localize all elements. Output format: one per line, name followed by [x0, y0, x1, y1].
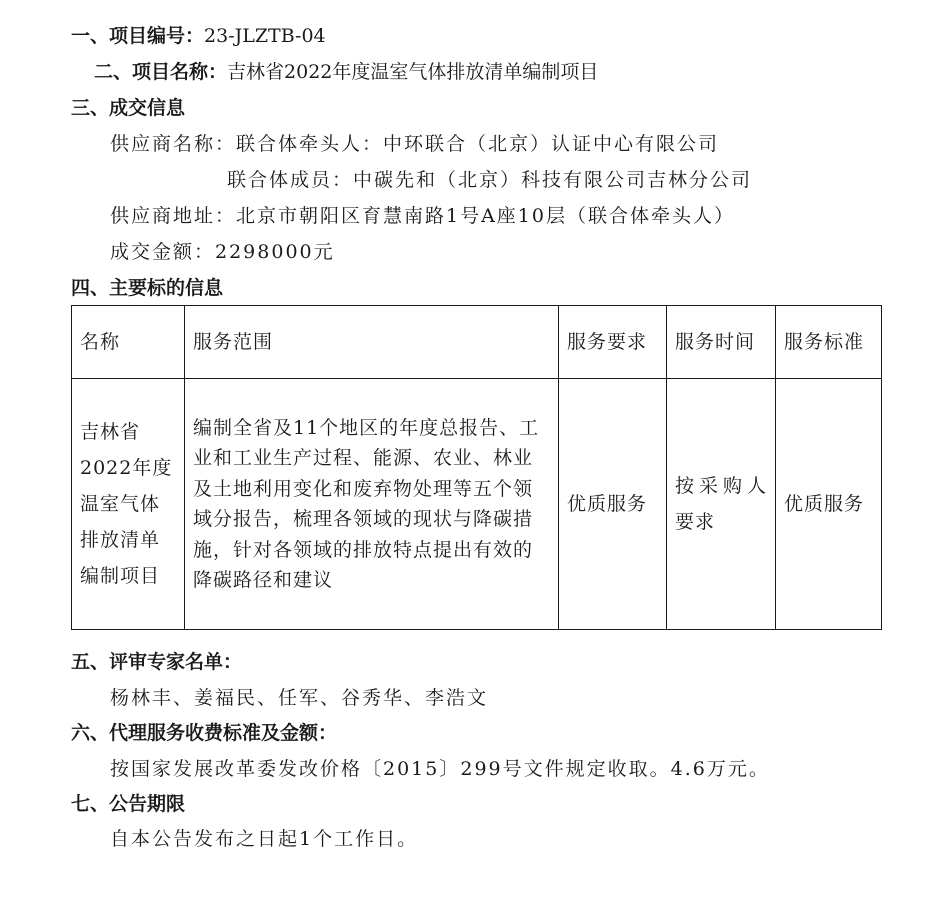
supplier-address: 供应商地址：北京市朝阳区育慧南路1号A座10层（联合体牵头人）: [110, 205, 735, 227]
cell-name: 吉林省2022年度温室气体排放清单编制项目: [72, 379, 185, 630]
header-standard: 服务标准: [776, 306, 882, 379]
header-time: 服务时间: [667, 306, 776, 379]
project-number-heading: 一、项目编号：: [71, 25, 205, 47]
subject-table: [71, 305, 882, 630]
agency-fee-content: 按国家发展改革委发改价格〔2015〕299号文件规定收取。4.6万元。: [110, 758, 770, 780]
project-name-line: [94, 60, 598, 84]
cell-scope: 编制全省及11个地区的年度总报告、工业和工业生产过程、能源、农业、林业及土地利用变化和废弃物处理等五个领域分报告，梳理各领域的现状与降碳措施，针对各领域的排放特点提出有效的降碳路径和建议: [185, 379, 559, 630]
cell-requirement: 优质服务: [559, 379, 667, 630]
deal-amount: 成交金额：2298000元: [110, 241, 335, 263]
table-row: [72, 379, 882, 630]
supplier-name-label: 供应商名称：: [110, 133, 237, 155]
supplier-lead-line: [110, 132, 719, 156]
experts-list: 杨林丰、姜福民、任军、谷秀华、李浩文: [110, 687, 489, 709]
project-name-heading: 二、项目名称：: [94, 61, 228, 83]
agency-fee-heading: 六、代理服务收费标准及金额：: [71, 722, 338, 744]
cell-standard: 优质服务: [776, 379, 882, 630]
deal-info-heading: 三、成交信息: [71, 97, 186, 119]
header-name: 名称: [72, 306, 185, 379]
supplier-lead: 联合体牵头人：中环联合（北京）认证中心有限公司: [236, 133, 720, 155]
notice-period-heading: 七、公告期限: [71, 793, 186, 815]
notice-period-content: 自本公告发布之日起1个工作日。: [110, 828, 419, 850]
main-subject-heading: 四、主要标的信息: [71, 277, 224, 299]
project-number-value: 23-JLZTB-04: [204, 25, 326, 47]
supplier-member: 联合体成员：中碳先和（北京）科技有限公司吉林分公司: [227, 169, 753, 191]
experts-heading: 五、评审专家名单：: [71, 651, 243, 673]
project-name-value: 吉林省2022年度温室气体排放清单编制项目: [227, 61, 599, 83]
header-scope: 服务范围: [185, 306, 559, 379]
header-requirement: 服务要求: [559, 306, 667, 379]
project-number-line: [71, 24, 326, 48]
cell-time: 按采购人要求: [667, 379, 776, 630]
table-header-row: [72, 306, 882, 379]
